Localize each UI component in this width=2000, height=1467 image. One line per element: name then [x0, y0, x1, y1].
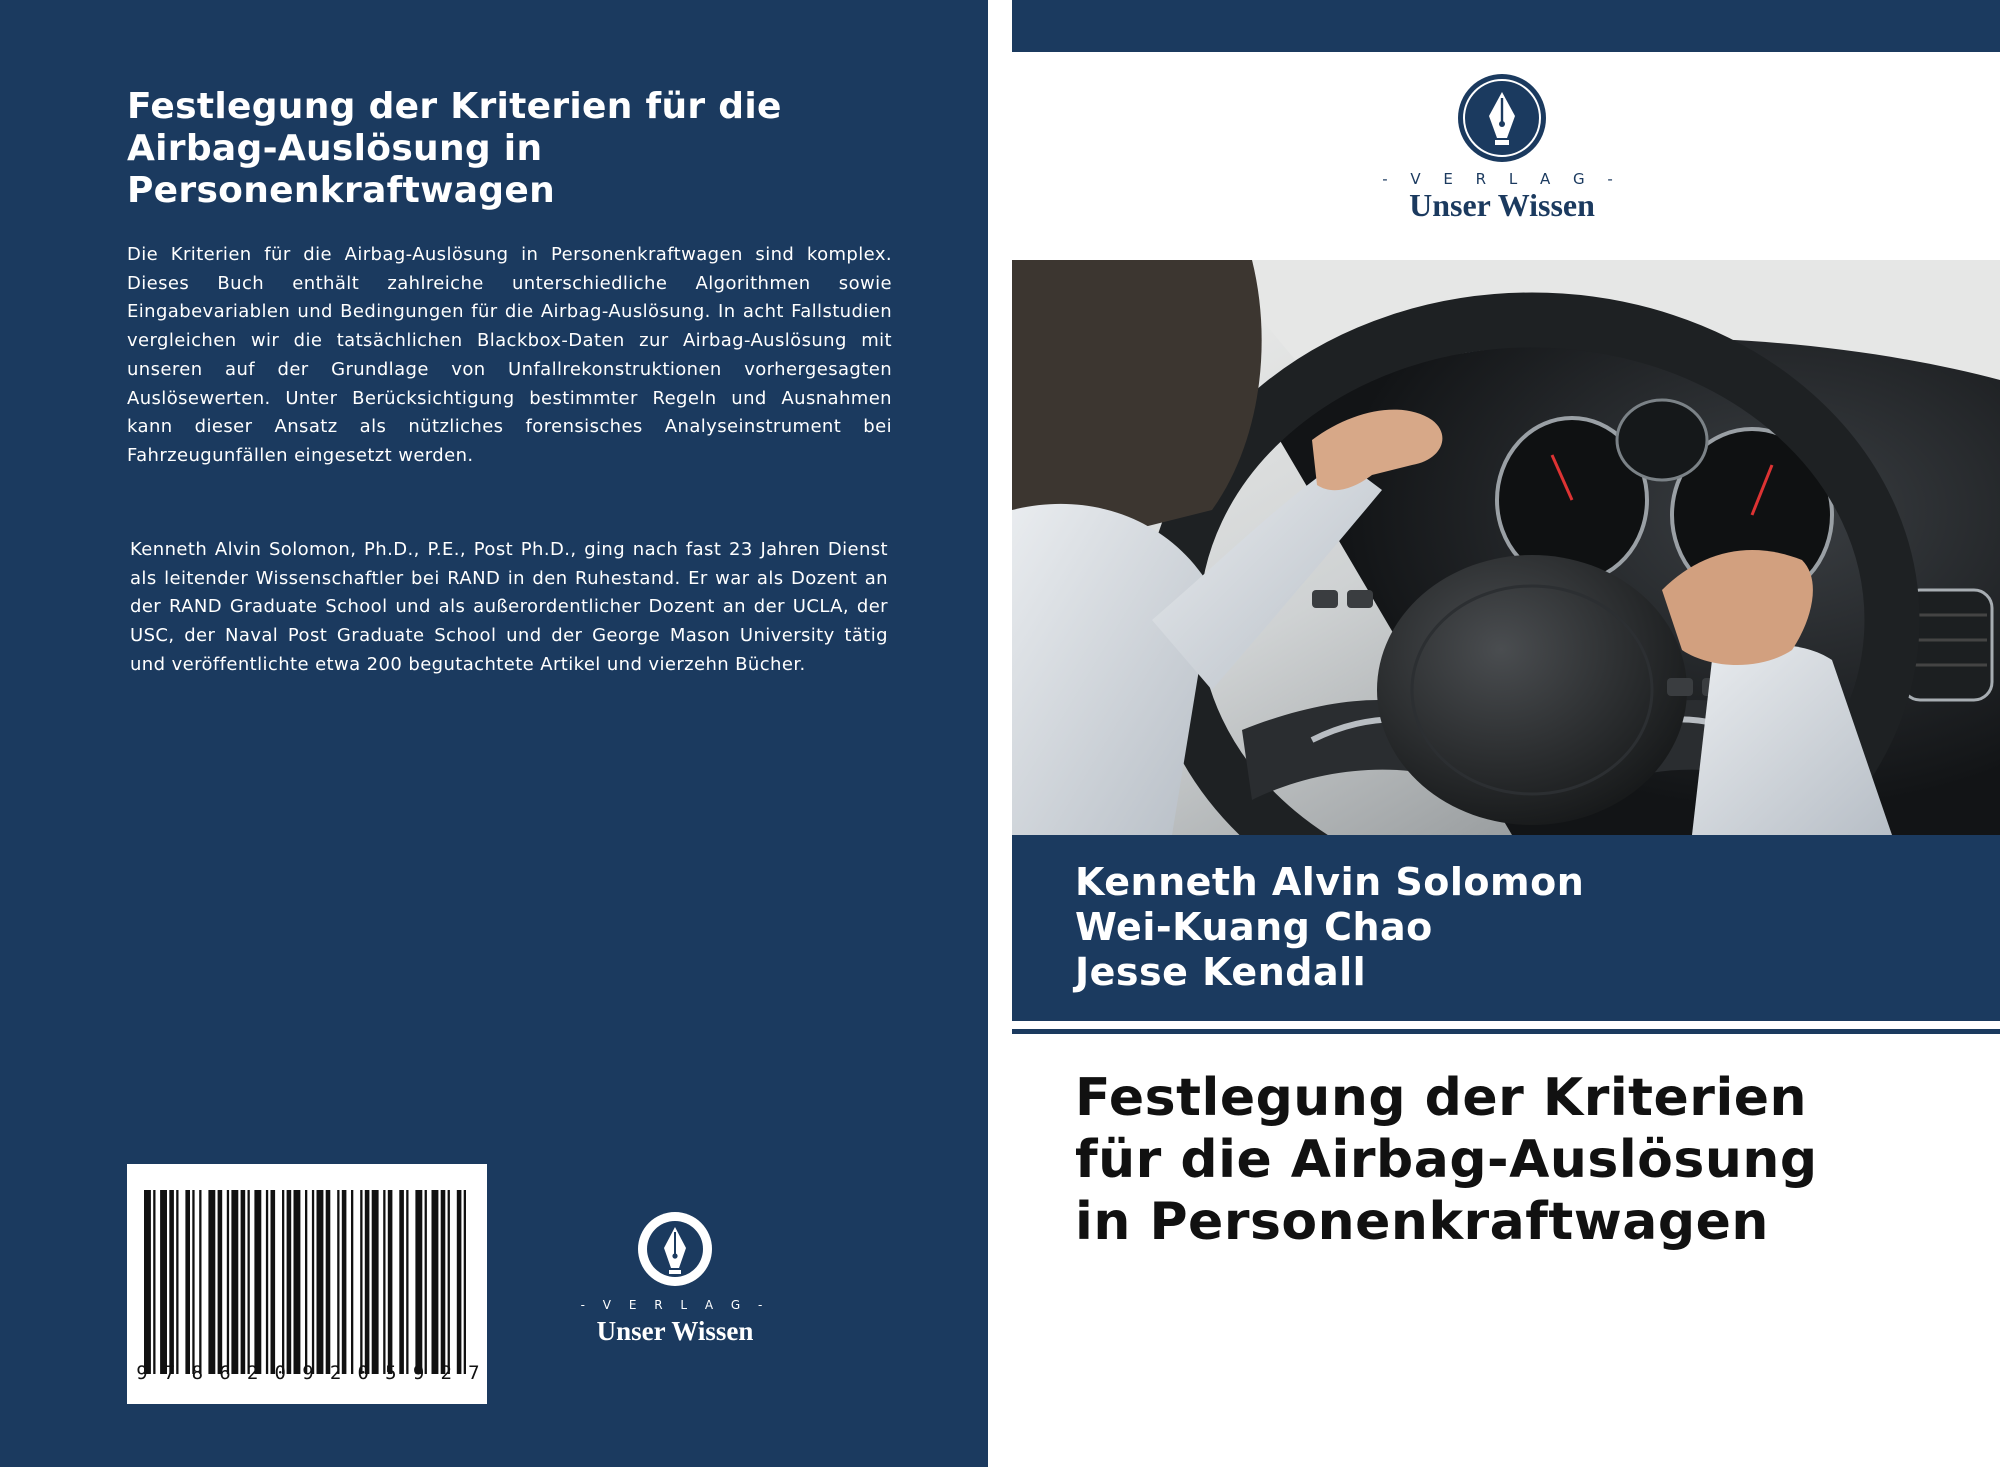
back-cover-title: Festlegung der Kriterien für die Airbag-Auslösung in Personenkraftwagen — [127, 86, 782, 211]
publisher-verlag-label: - V E R L A G - — [580, 1298, 770, 1312]
author-name: Wei-Kuang Chao — [1075, 905, 1433, 949]
publisher-name: Unser Wissen — [596, 1316, 754, 1346]
barcode-bar — [372, 1190, 379, 1374]
barcode-bar — [185, 1190, 190, 1374]
front-cover — [1012, 0, 2000, 1467]
isbn-digit: 9 — [302, 1362, 314, 1384]
barcode-bar — [360, 1190, 362, 1374]
barcode-bar — [192, 1190, 194, 1374]
book-description: Die Kriterien für die Airbag-Auslösung in Personenkraftwagen sind komplex. Dieses Buch enthält zahlreiche unterschiedliche Algorithmen sowie Eingabevariablen und Bedingungen für die Airbag-Auslösung. In acht Fallstudien vergleichen wir die tatsächlichen Blackbox-Daten zur Airbag-Auslösung mit unseren auf der Grundlage von Unfallrekonstruktionen vorhergesagten Auslösewerten. Unter Berücksichtigung bestimmter Regeln und Ausnahmen kann dieser Ansatz als nützliches forensisches Analyseinstrument bei Fahrzeugunfällen eingesetzt werden. — [127, 244, 892, 466]
barcode-bar — [144, 1190, 151, 1374]
barcode-bar — [399, 1190, 404, 1374]
front-publisher-logo — [1352, 72, 1652, 222]
barcode-bar — [312, 1190, 314, 1374]
isbn-digit: 7 — [468, 1362, 480, 1384]
barcode-bar — [448, 1190, 450, 1374]
barcode-bar — [337, 1190, 339, 1374]
title-line: für die Airbag-Auslösung — [1075, 1130, 1818, 1190]
barcode-bar — [160, 1190, 167, 1374]
barcode-bar — [227, 1190, 229, 1374]
barcode-bar — [305, 1190, 307, 1374]
barcode-bars — [144, 1190, 472, 1374]
barcode-bar — [457, 1190, 462, 1374]
publisher-verlag-label: - V E R L A G - — [1382, 170, 1622, 188]
barcode-bar — [317, 1190, 324, 1374]
barcode-bar — [326, 1190, 331, 1374]
barcode-bar — [432, 1190, 439, 1374]
isbn-digit: 0 — [357, 1362, 369, 1384]
top-color-band — [1012, 0, 2000, 52]
isbn-digit: 5 — [385, 1362, 397, 1384]
barcode-bar — [351, 1190, 353, 1374]
barcode-bar — [425, 1190, 427, 1374]
barcode-bar — [406, 1190, 408, 1374]
isbn-digit: 7 — [163, 1362, 176, 1384]
title-line: in Personenkraftwagen — [1075, 1192, 1769, 1252]
barcode-bar — [282, 1190, 284, 1374]
author-biography: Kenneth Alvin Solomon, Ph.D., P.E., Post Ph.D., ging nach fast 23 Jahren Dienst als leitender Wissenschaftler bei RAND in den Ruhestand. Er war als Dozent an der RAND Graduate School und als außerordentlicher Dozent an der UCLA, der USC, der Naval Post Graduate School und der George Mason University tätig und veröffentlichte etwa 200 begutachtete Artikel und vierzehn Bücher. — [130, 539, 888, 675]
isbn-digit: 2 — [246, 1362, 259, 1384]
barcode-bar — [383, 1190, 385, 1374]
cover-photo-driver-steering-wheel — [1012, 260, 2000, 835]
author-name: Jesse Kendall — [1075, 950, 1367, 994]
isbn-digit: 9 — [136, 1362, 148, 1384]
author-name: Kenneth Alvin Solomon — [1075, 860, 1585, 904]
barcode-bar — [441, 1190, 446, 1374]
barcode-bar — [248, 1190, 250, 1374]
barcode-bar — [169, 1190, 174, 1374]
barcode-bar — [176, 1190, 178, 1374]
front-cover-title — [1075, 1067, 1975, 1253]
isbn-digit: 2 — [329, 1362, 342, 1384]
barcode-bar — [218, 1190, 223, 1374]
back-cover — [0, 0, 988, 1467]
barcode-bar — [254, 1190, 261, 1374]
barcode-bar — [271, 1190, 276, 1374]
barcode-bar — [208, 1190, 215, 1374]
isbn-barcode — [127, 1164, 487, 1404]
title-line: Festlegung der Kriterien — [1075, 1068, 1808, 1128]
fountain-pen-nib-icon — [636, 1210, 714, 1288]
isbn-digit: 2 — [440, 1362, 452, 1384]
barcode-bar — [415, 1190, 422, 1374]
isbn-number — [133, 1362, 483, 1388]
barcode-bar — [294, 1190, 301, 1374]
barcode-bar — [287, 1190, 292, 1374]
barcode-bar — [199, 1190, 201, 1374]
barcode-bar — [342, 1190, 347, 1374]
back-publisher-logo — [570, 1210, 780, 1350]
barcode-bar — [464, 1190, 466, 1374]
isbn-digit: 9 — [412, 1362, 425, 1384]
barcode-bar — [266, 1190, 268, 1374]
isbn-digit: 8 — [191, 1362, 204, 1384]
barcode-bar — [231, 1190, 238, 1374]
publisher-name: Unser Wissen — [1409, 187, 1595, 223]
barcode-bar — [153, 1190, 155, 1374]
barcode-bar — [365, 1190, 370, 1374]
barcode-bar — [241, 1190, 246, 1374]
divider-rule — [1012, 1029, 2000, 1034]
spine-gap — [988, 0, 1012, 1467]
barcode-bar — [388, 1190, 393, 1374]
isbn-digit: 0 — [274, 1362, 286, 1384]
isbn-digit: 6 — [219, 1362, 231, 1384]
fountain-pen-nib-icon — [1456, 72, 1548, 164]
